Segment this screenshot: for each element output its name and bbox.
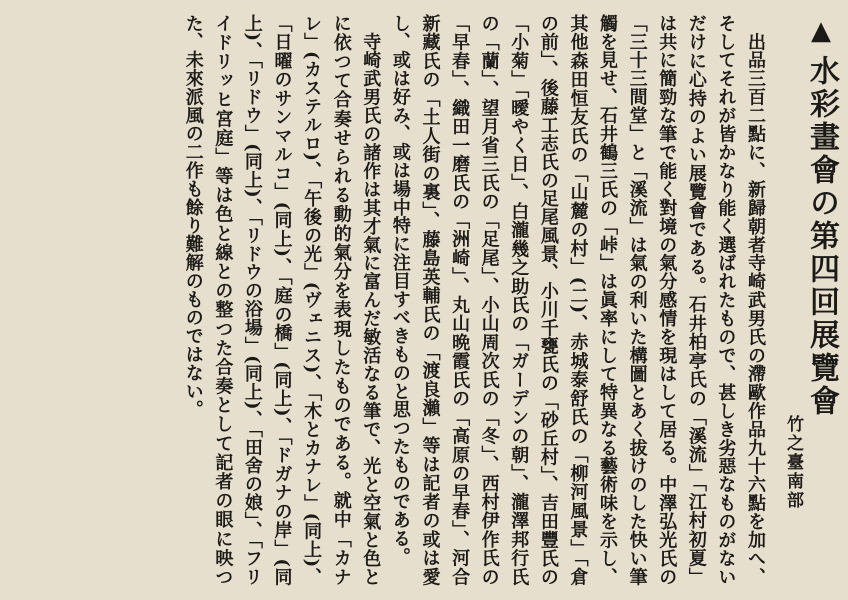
article-title	[804, 14, 838, 476]
article-body	[10, 14, 770, 586]
article-author: 竹之臺南部	[783, 415, 803, 510]
article-title-text: 水彩畫會の第四回展覽會	[804, 55, 839, 418]
triangle-marker-icon: ▲	[806, 16, 836, 49]
body-paragraph-1: 出品三百二點に、新歸朝者寺崎武男氏の滯歐作品九十六點を加へ、そしてそれが皆かなり能く選ばれたもので、甚しき劣惡なものがないだけに心持のよい展覽會である。石井柏亭氏の「溪流」「江村初夏」は共に簡勁な筆で能く對境の氣分感情を現はして居る。中澤弘光氏の「三十三間堂」と「溪流」は氣の利いた構圖とあく拔けのした快い筆觸を見せ、石井鶴三氏の「峠」は眞率にして特異なる藝術味を示し、其他森田恒友氏の「山麓の村」(二)、赤城泰舒氏の「柳河風景」「倉の前」、後藤工志氏の足尾風景、小川千甕氏の「砂丘村」、吉田豐氏の「小菊」「曖やく日」、白瀧幾之助氏の「ガーデンの朝」、瀧澤邦行氏の「蘭」、望月省三氏の「足尾」、小山周次氏の「冬」、西村伊作氏の「早春」、織田一磨氏の「洲崎」、丸山晩霞氏の「高原の早春」、河合新藏氏の「土人街の裏」、藤島英輔氏の「渡良瀨」等は記者の或は愛し、或は好み、或は場中特に注目すべきものと思つたものである。	[389, 14, 766, 586]
body-paragraph-2: 寺崎武男氏の諸作は其才氣に富んだ敏活なる筆で、光と空氣と色とに依つて合奏せられる動的氣分を表現したものである。就中「カナレ」(カステルロ)、「午後の光」(ヴェニス)、「木とカナレ」(同上)、「日曜のサンマルコ」(同上)、「庭の橋」(同上)、「ドガナの岸」(同上)、「リドウ」(同上)、「リドウの浴場」(同上)、「田舍の娘」、「フリイドリッヒ宮庭」等は色と線との整つた合奏として記者の眼に映つた、未來派風の二作も餘り難解のものではない。	[182, 14, 382, 586]
article	[4, 14, 838, 590]
